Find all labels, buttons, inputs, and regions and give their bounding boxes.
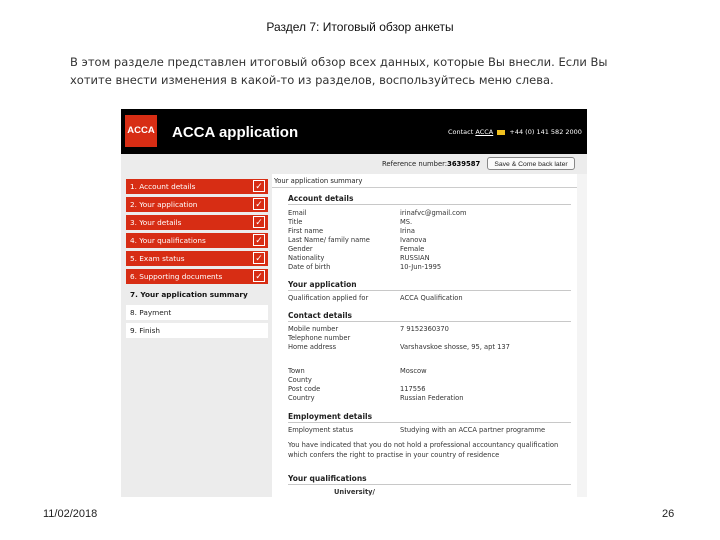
section-heading-application: Your application xyxy=(288,280,357,289)
field-label: Email xyxy=(288,209,307,217)
contact-prefix: Contact xyxy=(448,128,474,136)
section-divider xyxy=(288,422,571,423)
field-label: Gender xyxy=(288,245,313,253)
reference-label: Reference number: xyxy=(382,160,448,168)
contact-phone: +44 (0) 141 582 2000 xyxy=(509,128,582,136)
nav-item-finish[interactable] xyxy=(126,323,268,338)
nav-item-label: 7. Your application summary xyxy=(130,290,248,299)
nav-item-label: 6. Supporting documents xyxy=(130,272,223,281)
field-label: Date of birth xyxy=(288,263,331,271)
section-divider xyxy=(288,204,571,205)
mail-icon[interactable] xyxy=(497,130,505,135)
field-value: MS. xyxy=(400,218,413,226)
field-label: Employment status xyxy=(288,426,354,434)
field-value: Female xyxy=(400,245,425,253)
field-value: Moscow xyxy=(400,367,427,375)
field-label: Nationality xyxy=(288,254,325,262)
nav-item-label: 1. Account details xyxy=(130,182,196,191)
field-value: 10-Jun-1995 xyxy=(400,263,442,271)
summary-panel xyxy=(272,174,577,497)
summary-title: Your application summary xyxy=(272,177,577,188)
section-divider xyxy=(288,484,571,485)
save-come-back-later-button[interactable]: Save & Come back later xyxy=(487,157,575,170)
field-label: First name xyxy=(288,227,324,235)
field-label: Telephone number xyxy=(288,334,351,342)
field-value: Varshavskoe shosse, 95, apt 137 xyxy=(400,343,510,351)
sidebar-nav xyxy=(121,174,272,497)
section-divider xyxy=(288,290,571,291)
contact-acca-link[interactable]: ACCA xyxy=(475,128,494,136)
check-icon: ✓ xyxy=(253,180,265,192)
footer-date: 11/02/2018 xyxy=(43,508,98,520)
field-label: Town xyxy=(288,367,305,375)
nav-item-label: 9. Finish xyxy=(130,326,161,335)
nav-item-label: 2. Your application xyxy=(130,200,198,209)
nav-item-your-qualifications[interactable] xyxy=(126,233,268,248)
field-value: ACCA Qualification xyxy=(400,294,463,302)
section-heading-qualifications: Your qualifications xyxy=(288,474,367,483)
field-value: RUSSIAN xyxy=(400,254,430,262)
section-heading-employment: Employment details xyxy=(288,412,373,421)
field-label: Mobile number xyxy=(288,325,339,333)
nav-item-label: 5. Exam status xyxy=(130,254,185,263)
field-value: Ivanova xyxy=(400,236,427,244)
reference-value: 3639587 xyxy=(447,160,481,168)
field-value: irinafvc@gmail.com xyxy=(400,209,467,217)
nav-item-payment[interactable] xyxy=(126,305,268,320)
slide-description: В этом разделе представлен итоговый обзор всех данных, которые Вы внесли. Если Вы хотите внести изменения в какой-то из разделов, воспользуйтесь меню слева. xyxy=(70,55,608,87)
app-title: ACCA application xyxy=(172,124,299,141)
employment-note: You have indicated that you do not hold a professional accountancy qualification which confers the right to practise in your country of residence xyxy=(288,441,559,459)
nav-item-your-details[interactable] xyxy=(126,215,268,230)
acca-logo: ACCA xyxy=(125,115,157,147)
field-label: Last Name/ family name xyxy=(288,236,370,244)
section-heading-contact: Contact details xyxy=(288,311,352,320)
nav-item-exam-status[interactable] xyxy=(126,251,268,266)
nav-item-label: 8. Payment xyxy=(130,308,172,317)
reference-bar xyxy=(121,154,587,174)
field-value: Studying with an ACCA partner programme xyxy=(400,426,546,434)
field-label: Post code xyxy=(288,385,321,393)
field-label: Title xyxy=(288,218,303,226)
nav-item-label: 3. Your details xyxy=(130,218,182,227)
nav-item-label: 4. Your qualifications xyxy=(130,236,206,245)
reference-number xyxy=(382,160,480,168)
field-value: Irina xyxy=(400,227,415,235)
field-value: Russian Federation xyxy=(400,394,464,402)
field-label: County xyxy=(288,376,312,384)
section-divider xyxy=(288,321,571,322)
slide-title: Раздел 7: Итоговый обзор анкеты xyxy=(266,20,454,34)
field-value: 117556 xyxy=(400,385,426,393)
nav-item-your-application[interactable] xyxy=(126,197,268,212)
app-header xyxy=(121,109,587,154)
check-icon: ✓ xyxy=(253,216,265,228)
acca-application-screenshot xyxy=(121,109,587,497)
contact-info xyxy=(448,128,582,136)
scrollbar[interactable] xyxy=(577,174,587,497)
check-icon: ✓ xyxy=(253,252,265,264)
qualification-partial: University/ xyxy=(334,488,375,496)
check-icon: ✓ xyxy=(253,198,265,210)
check-icon: ✓ xyxy=(253,234,265,246)
field-label: Country xyxy=(288,394,315,402)
nav-item-application-summary[interactable] xyxy=(126,287,268,302)
field-value: 7 9152360370 xyxy=(400,325,449,333)
check-icon: ✓ xyxy=(253,270,265,282)
page-number: 26 xyxy=(662,508,675,520)
nav-item-account-details[interactable] xyxy=(126,179,268,194)
field-label: Qualification applied for xyxy=(288,294,369,302)
nav-item-supporting-documents[interactable] xyxy=(126,269,268,284)
field-label: Home address xyxy=(288,343,337,351)
section-heading-account: Account details xyxy=(288,194,354,203)
